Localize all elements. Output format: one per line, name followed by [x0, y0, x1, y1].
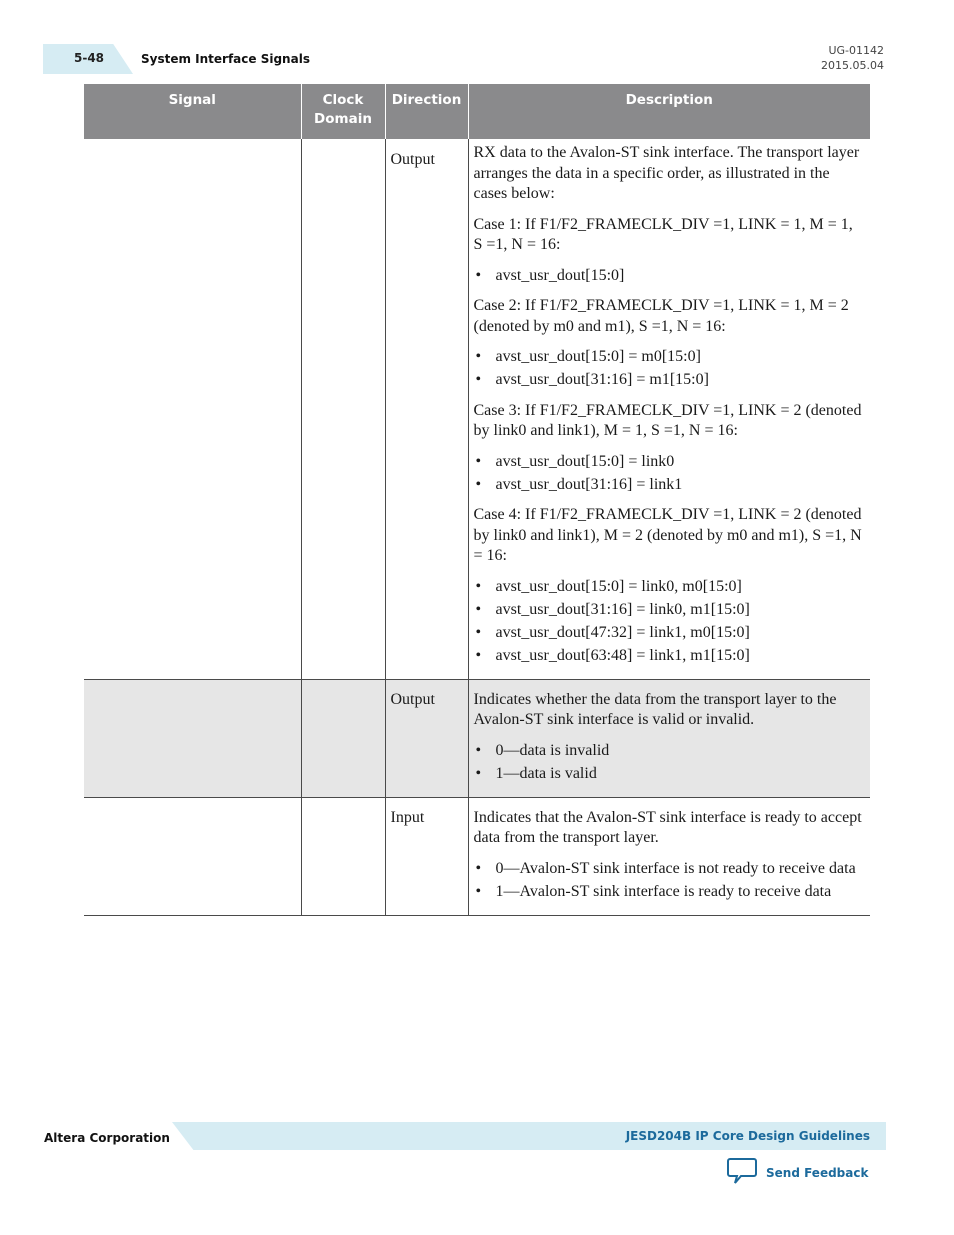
description-intro: Indicates that the Avalon-ST sink interface is ready to accept data from the transport layer.: [473, 808, 862, 846]
bullet-item: • 1—data is valid: [496, 764, 865, 785]
bullet-list: [474, 859, 865, 903]
case-heading: Case 3: If F1/F2_FRAMECLK_DIV =1, LINK = 2 (denoted by link0 and link1), M = 1, S =1, N = 16:: [473, 401, 862, 439]
bullet-item: • avst_usr_dout[15:0] = link0: [496, 452, 865, 473]
case-bullet-list: [474, 577, 865, 667]
footer-company: Altera Corporation: [44, 1131, 170, 1145]
bullet-item: • avst_usr_dout[31:16] = m1[15:0]: [496, 370, 865, 391]
section-title: System Interface Signals: [141, 52, 310, 66]
column-header-signal: Signal: [84, 84, 301, 139]
bullet-item: • avst_usr_dout[15:0] = m0[15:0]: [496, 347, 865, 368]
bullet-item: • avst_usr_dout[31:16] = link1: [496, 475, 865, 496]
signal-cell: [84, 679, 301, 797]
case-heading: Case 2: If F1/F2_FRAMECLK_DIV =1, LINK = 1, M = 2 (denoted by m0 and m1), S =1, N = 16:: [473, 297, 849, 335]
bullet-item: • avst_usr_dout[47:32] = link1, m0[15:0]: [496, 623, 865, 644]
bullet-item: • avst_usr_dout[15:0]: [496, 266, 865, 287]
description-cell: [468, 679, 870, 797]
document-id: UG-01142: [828, 44, 884, 57]
signal-cell: [84, 139, 301, 679]
page-number: 5-48: [74, 51, 105, 65]
send-feedback-link[interactable]: [727, 1158, 868, 1188]
bullet-item: • 0—Avalon-ST sink interface is not ready to receive data: [496, 859, 865, 880]
bullet-item: • 0—data is invalid: [496, 741, 865, 762]
description-cell: [468, 139, 870, 679]
case-heading: Case 4: If F1/F2_FRAMECLK_DIV =1, LINK = 2 (denoted by link0 and link1), M = 2 (denoted by m0 and m1), S =1, N = 16:: [473, 506, 862, 564]
signal-cell: [84, 797, 301, 915]
signals-table: [84, 84, 870, 916]
case-bullet-list: [474, 266, 865, 287]
bullet-list: [474, 741, 865, 785]
direction-cell: Output: [385, 679, 468, 797]
direction-cell: Input: [385, 797, 468, 915]
clock-domain-cell: [301, 797, 385, 915]
table-row: [84, 679, 870, 797]
bullet-item: • 1—Avalon-ST sink interface is ready to receive data: [496, 882, 865, 903]
case-bullet-list: [474, 452, 865, 496]
footer-document-title[interactable]: JESD204B IP Core Design Guidelines: [625, 1129, 870, 1143]
direction-cell: Output: [385, 139, 468, 679]
clock-domain-cell: [301, 679, 385, 797]
description-cell: [468, 797, 870, 915]
speech-bubble-icon: [727, 1157, 757, 1190]
document-date: 2015.05.04: [821, 59, 884, 72]
case-heading: Case 1: If F1/F2_FRAMECLK_DIV =1, LINK = 1, M = 1, S =1, N = 16:: [473, 215, 853, 253]
column-header-direction: Direction: [385, 84, 468, 139]
bullet-item: • avst_usr_dout[15:0] = link0, m0[15:0]: [496, 577, 865, 598]
case-bullet-list: [474, 347, 865, 391]
column-header-clock-domain: Clock Domain: [301, 84, 385, 139]
table-row: [84, 139, 870, 679]
bullet-item: • avst_usr_dout[63:48] = link1, m1[15:0]: [496, 646, 865, 667]
clock-domain-cell: [301, 139, 385, 679]
column-header-description: Description: [468, 84, 870, 139]
document-meta: [821, 43, 884, 73]
table-header-row: [84, 84, 870, 139]
table-row: [84, 797, 870, 915]
send-feedback-label[interactable]: Send Feedback: [766, 1166, 869, 1180]
description-intro: RX data to the Avalon-ST sink interface. The transport layer arranges the data in a specific order, as illustrated in the cases below:: [473, 144, 860, 202]
description-intro: Indicates whether the data from the transport layer to the Avalon-ST sink interface is valid or invalid.: [473, 690, 837, 728]
bullet-item: • avst_usr_dout[31:16] = link0, m1[15:0]: [496, 600, 865, 621]
